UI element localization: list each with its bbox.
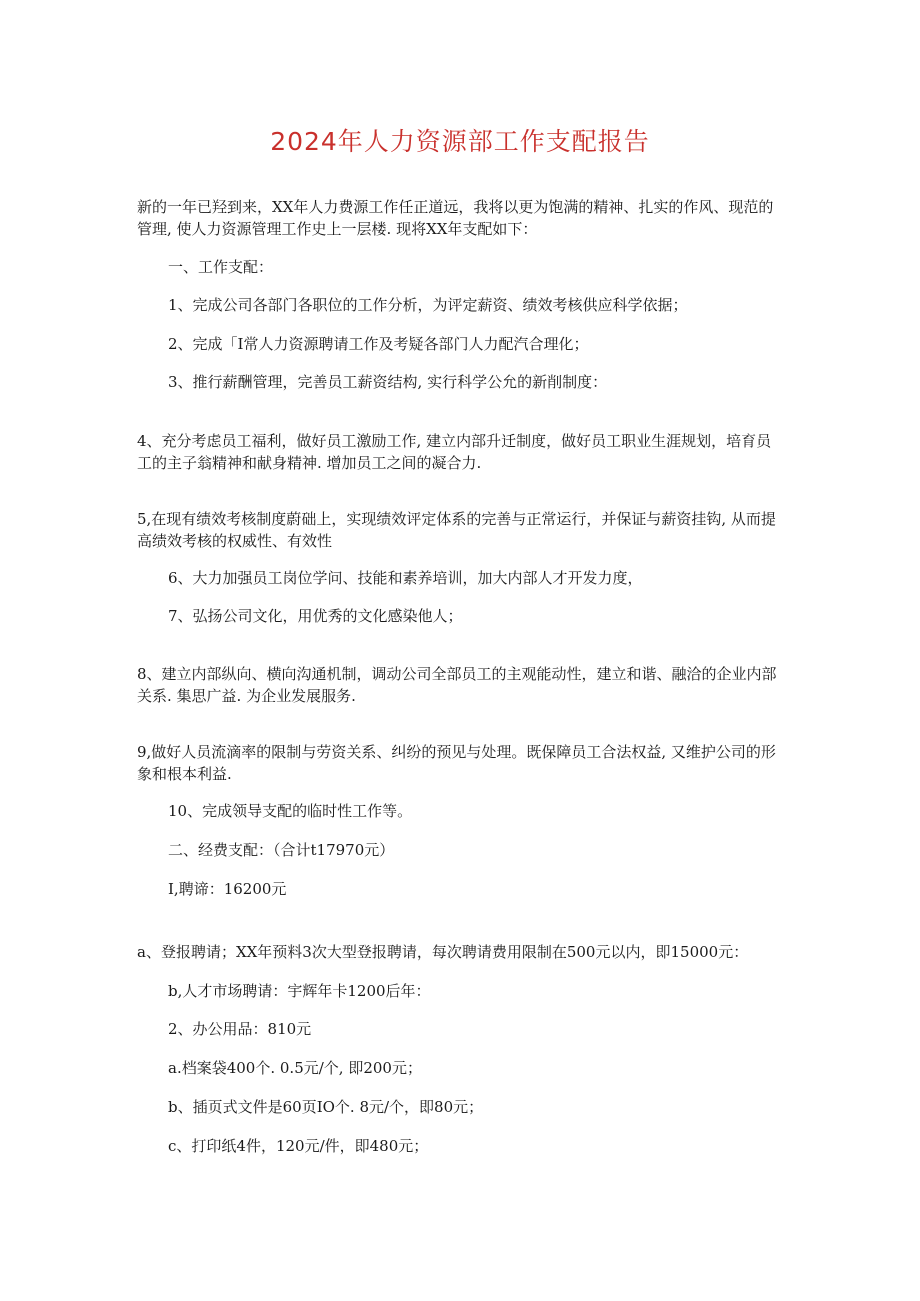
list-item: 10、完成领导支配的临时性工作等。 <box>168 802 413 820</box>
budget-item: c、打印纸4件，120元/件，即480元； <box>168 1137 429 1155</box>
section-heading-budget: 二、经费支配：（合计t17970元） <box>168 841 395 859</box>
list-item: 8、建立内部纵向、横向沟通机制，调动公司全部员工的主观能动性，建立和谐、融洽的企业内部关系. 集思广益. 为企业发展服务. <box>137 665 777 705</box>
list-item: 4、充分考虑员工福利，做好员工激励工作, 建立内部升迁制度，做好员工职业生涯规划，培育员工的主子翁精神和献身精神. 增加员工之间的凝合力. <box>137 432 772 472</box>
budget-item: a、登报聘请；XX年预料3次大型登报聘请，每次聘请费用限制在500元以内，即15000元： <box>137 943 749 961</box>
list-item: 1、完成公司各部门各职位的工作分析，为评定薪资、绩效考核供应科学依据； <box>168 296 688 314</box>
list-item: 3、推行薪酬管理，完善员工薪资结构, 实行科学公允的新削制度： <box>168 373 608 391</box>
budget-item: b、插页式文件是60页IO个. 8元/个，即80元； <box>168 1098 484 1116</box>
intro-paragraph: 新的一年已羟到来，XX年人力费源工作任正道远，我将以更为饱满的精神、扎实的作风、现范的管理, 使人力资源管理工作史上一层楼. 现将XX年支配如下： <box>137 198 774 238</box>
list-item: 7、弘扬公司文化，用优秀的文化感染他人； <box>168 607 463 625</box>
list-item: 5,在现有绩效考核制度蔚础上，实现绩效评定体系的完善与正常运行，并保证与薪资挂钩, 从而提高绩效考核的权威性、有效性 <box>137 510 776 550</box>
list-item: 9,做好人员流滴率的限制与劳资关系、纠纷的预见与处理。既保障员工合法权益, 又维护公司的形象和根本利益. <box>137 743 776 783</box>
list-item: 2、完成「I常人力资源聘请工作及考疑各部门人力配汽合理化； <box>168 335 589 353</box>
budget-item: I,聘谛：16200元 <box>168 880 287 898</box>
section-heading-work-plan: 一、工作支配： <box>168 258 274 276</box>
list-item: 6、大力加强员工岗位学问、技能和素养培训，加大内部人才开发力度， <box>168 569 643 587</box>
budget-item: a.档案袋400个. 0.5元/个, 即200元； <box>168 1059 422 1077</box>
budget-item: b,人才市场聘请：宇辉年卡1200后年： <box>168 982 431 1000</box>
budget-item: 2、办公用品：810元 <box>168 1020 312 1038</box>
document-title: 2024年人力资源部工作支配报告 <box>270 127 650 156</box>
